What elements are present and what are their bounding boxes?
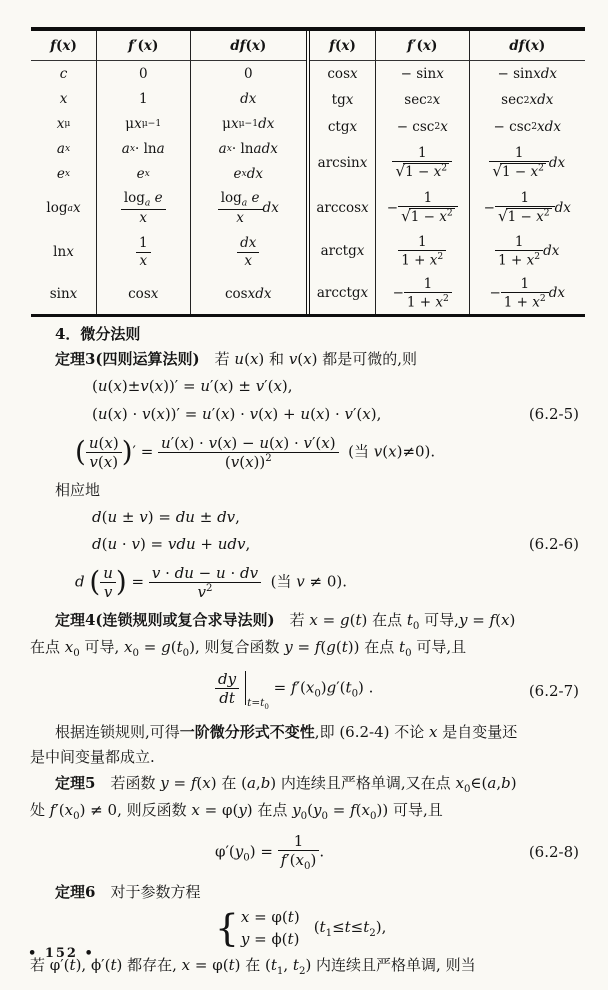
equation-6-2-5b <box>30 402 581 427</box>
table-row <box>310 61 585 87</box>
table-cell: − sin x dx <box>497 66 557 82</box>
table-cell: − 1 $√1 - x^2$ dx <box>483 189 571 225</box>
table-row <box>310 113 585 140</box>
theorem-3-heading: 定理3(四则运算法则) 若 u(x) 和 v(x) 都是可微的,则 <box>55 350 418 369</box>
system-line-x: x = φ(t) <box>240 908 300 927</box>
table-cell: tg x <box>310 87 376 113</box>
table-cell: arctg x <box>310 230 376 272</box>
equation-6-2-7 <box>30 670 581 714</box>
table-cell: a x · ln a dx <box>218 140 278 157</box>
system-condition: $(t_1\le t\le t_2)$, <box>313 918 387 940</box>
differential-rule-2 <box>30 532 581 557</box>
equation-body: (u(x)±v(x))′ = u′(x) ± v′(x), <box>92 377 293 396</box>
equation-body: d(u · v) = vdu + udv, <box>92 535 251 554</box>
table-cell: sec 2 x <box>376 87 470 113</box>
system-lines <box>241 907 300 951</box>
table-cell: e x <box>97 161 191 186</box>
table-cell: dx <box>240 90 257 107</box>
equation-body: $\varphi'(y_0)$ = $\frac{1}{f'(x_0)}$ . <box>215 831 325 872</box>
theorem-5-heading: 定理5 若函数 y = f(x) 在 (a,b) 内连续且严格单调,又在点 $x_0\in(a,b)$ <box>55 773 517 795</box>
table-cell: ctg x <box>310 113 376 140</box>
equation-body: d(u ± v) = du ± dv, <box>92 507 240 526</box>
table-cell: − sin x <box>376 61 470 87</box>
table-cell: 1 $√1 - x^2$ dx <box>470 140 586 185</box>
table-cell: − csc 2 x dx <box>493 118 561 135</box>
table-row <box>310 140 585 185</box>
table-cell: e x dx <box>233 165 263 182</box>
table-row <box>31 111 306 136</box>
table-cell: a x <box>31 136 97 161</box>
table-left-half <box>31 31 307 314</box>
derivative-table <box>31 27 585 317</box>
table-header-row <box>31 31 306 61</box>
equation-body: $\frac{dy}{dt}$ $_{t=t_0} = f'(x_0)g'(t_0)$ . <box>215 670 373 714</box>
table-cell: x <box>31 86 97 111</box>
chain-rule-paragraph-line2: 是中间变量都成立. <box>30 748 155 767</box>
equation-tag: (6.2-5) <box>528 404 579 423</box>
system-of-equations <box>215 907 386 951</box>
table-cell: 1 x <box>97 230 191 274</box>
column-header: f ′( x ) <box>376 31 470 61</box>
table-cell: 1 $√1 - x^2$ <box>376 140 470 185</box>
table-cell: arccos x <box>310 185 376 230</box>
table-cell: ln x <box>31 230 97 274</box>
table-cell: 1 $1 + x^2$ <box>376 230 470 272</box>
theorem-4-heading: 定理4(连锁规则或复合求导法则) 若 x = g(t) 在点 $t_0$ 可导,y = f(x) <box>55 611 516 633</box>
table-cell: arcctg x <box>310 272 376 314</box>
table-cell: − 1 $1 + x^2$ dx <box>489 275 566 311</box>
column-header: df ( x ) <box>470 31 586 61</box>
equation-tag: (6.2-6) <box>528 535 579 554</box>
table-cell: 1 $1 + x^2$ dx <box>470 230 586 272</box>
table-row <box>31 86 306 111</box>
column-header: f ( x ) <box>310 31 376 61</box>
theorem-4-line2: 在点 $x_0$ 可导, $x_0 = g(t_0)$, 则复合函数 y = f(g(t)) 在点 $t_0$ 可导,且 <box>30 638 467 660</box>
table-row <box>310 230 585 272</box>
table-cell: − 1 $1 + x^2$ <box>376 272 470 314</box>
last-line: 若 φ′(t), ϕ′(t) 都存在, x = φ(t) 在 ($t_1$, $t_2$) 内连续且严格单调, 则当 <box>30 955 476 977</box>
correspondingly-label: 相应地 <box>55 480 101 499</box>
equation-tag: (6.2-7) <box>528 681 579 700</box>
equation-tag: (6.2-8) <box>528 842 579 861</box>
body-text <box>30 322 581 980</box>
table-cell: sec 2 x dx <box>501 92 554 108</box>
equation-6-2-5c <box>30 434 581 471</box>
table-row <box>31 230 306 274</box>
table-cell: $\log_a e$ x <box>97 186 191 230</box>
table-right-half <box>309 31 585 314</box>
table-cell: cos x <box>310 61 376 87</box>
theorem-5-line2: 处 $f'(x_0) \ne 0$, 则反函数 x = φ(y) 在点 $y_0(y_0 = f(x_0))$ 可导,且 <box>30 800 443 822</box>
column-header: df ( x ) <box>191 31 307 61</box>
parametric-system <box>30 907 581 951</box>
table-cell: μ x μ−1 dx <box>222 115 275 132</box>
table-row <box>31 61 306 86</box>
table-row <box>31 136 306 161</box>
chain-rule-paragraph-line1: 根据连锁规则,可得一阶微分形式不变性,即 (6.2-4) 不论 x 是自变量还 <box>55 723 518 742</box>
table-cell: $\log_a e$ x dx <box>191 186 307 230</box>
table-row <box>310 87 585 113</box>
table-cell: c <box>31 61 97 86</box>
table-cell: sin x <box>31 274 97 314</box>
table-cell: − csc 2 x <box>376 113 470 140</box>
table-cell: a x · ln a <box>97 136 191 161</box>
table-cell: − 1 $√1 - x^2$ <box>376 185 470 230</box>
table-row <box>31 274 306 314</box>
table-cell: x μ <box>31 111 97 136</box>
table-cell: cos x dx <box>224 286 272 302</box>
table-cell: dx x <box>191 230 307 274</box>
table-row <box>31 186 306 230</box>
table-row <box>31 161 306 186</box>
table-cell: 0 <box>243 65 253 82</box>
differential-rule-1 <box>30 505 581 530</box>
table-row <box>310 272 585 314</box>
page-number: • 152 • <box>28 946 95 961</box>
column-header: f ′( x ) <box>97 31 191 61</box>
system-line-y: y = ϕ(t) <box>240 930 300 948</box>
table-header-row <box>310 31 585 61</box>
table-cell: arcsin x <box>310 140 376 185</box>
table-cell: log a x <box>31 186 97 230</box>
table-row <box>310 185 585 230</box>
left-brace: { <box>215 906 239 951</box>
theorem-6-heading: 定理6 对于参数方程 <box>55 883 201 902</box>
table-cell: 0 <box>97 61 191 86</box>
table-cell: 1 <box>97 86 191 111</box>
equation-body: d ( $\frac{u}{v}$ ) = $\frac{v \cdot du - u \cdot dv}{v^2}$ (当 v ≠ 0). <box>75 564 347 602</box>
section-heading: 4．微分法则 <box>55 325 141 343</box>
equation-body: ( $\frac{u(x)}{v(x)}$ )′ = $\frac{u'(x) \cdot v(x) - u(x) \cdot v'(x)}{(v(x))^2}$ (当 v(x)≠0). <box>75 433 436 471</box>
table-cell: μ x μ−1 <box>97 111 191 136</box>
table-cell: e x <box>31 161 97 186</box>
column-header: f ( x ) <box>31 31 97 61</box>
differential-rule-3 <box>30 564 581 601</box>
equation-6-2-5a <box>30 374 581 399</box>
equation-body: (u(x) · v(x))′ = u′(x) · v(x) + u(x) · v′(x), <box>92 404 382 423</box>
equation-6-2-8 <box>30 832 581 873</box>
table-cell: cos x <box>97 274 191 314</box>
